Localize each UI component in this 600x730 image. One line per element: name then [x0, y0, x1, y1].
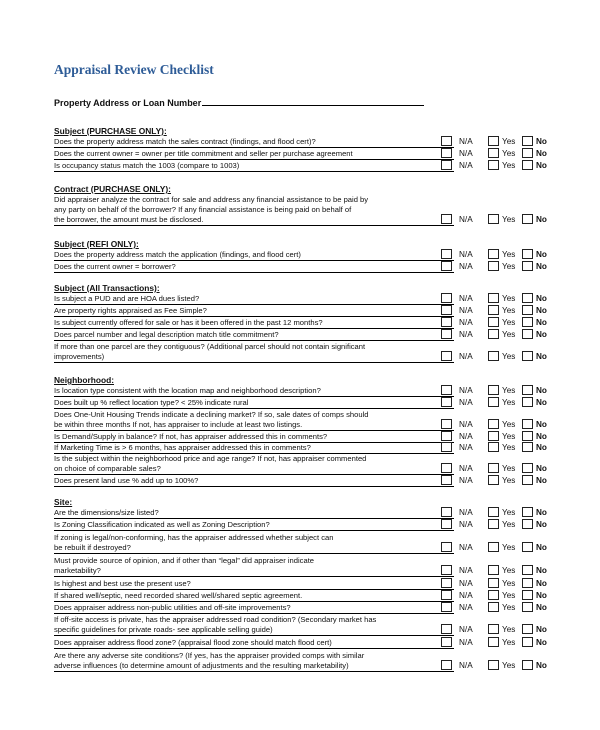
na-label: N/A [459, 215, 473, 224]
na-checkbox[interactable] [441, 463, 452, 473]
na-label: N/A [459, 508, 473, 517]
na-checkbox[interactable] [441, 519, 452, 529]
question-text: be rebuilt if destroyed? [54, 543, 454, 554]
na-label: N/A [459, 661, 473, 670]
na-label: N/A [459, 137, 473, 146]
na-checkbox[interactable] [441, 624, 452, 634]
no-checkbox[interactable] [522, 542, 533, 552]
property-address-label: Property Address or Loan Number [54, 98, 202, 108]
na-label: N/A [459, 386, 473, 395]
no-label: No [536, 661, 547, 670]
na-checkbox[interactable] [441, 475, 452, 485]
yes-label: Yes [502, 250, 516, 259]
question-text: Does the current owner = borrower? [54, 262, 454, 273]
na-label: N/A [459, 638, 473, 647]
yes-checkbox[interactable] [488, 305, 499, 315]
question-text: Is subject a PUD and are HOA dues listed? [54, 294, 454, 305]
na-label: N/A [459, 432, 473, 441]
yes-label: Yes [502, 476, 516, 485]
no-checkbox[interactable] [522, 160, 533, 170]
na-checkbox[interactable] [441, 507, 452, 517]
section-title: Contract (PURCHASE ONLY): [54, 184, 171, 194]
na-label: N/A [459, 625, 473, 634]
na-checkbox[interactable] [441, 660, 452, 670]
question-text: Is highest and best use the present use? [54, 579, 454, 590]
no-checkbox[interactable] [522, 261, 533, 271]
yes-checkbox[interactable] [488, 160, 499, 170]
yes-label: Yes [502, 432, 516, 441]
na-checkbox[interactable] [441, 317, 452, 327]
yes-checkbox[interactable] [488, 385, 499, 395]
question-text: If shared well/septic, need recorded shared well/shared septic agreement. [54, 591, 454, 602]
no-checkbox[interactable] [522, 660, 533, 670]
no-label: No [536, 579, 547, 588]
na-label: N/A [459, 330, 473, 339]
no-checkbox[interactable] [522, 590, 533, 600]
no-checkbox[interactable] [522, 317, 533, 327]
yes-label: Yes [502, 420, 516, 429]
answer-options [441, 624, 556, 636]
no-checkbox[interactable] [522, 463, 533, 473]
no-label: No [536, 476, 547, 485]
no-checkbox[interactable] [522, 578, 533, 588]
yes-label: Yes [502, 330, 516, 339]
answer-options [441, 397, 556, 409]
question [54, 161, 454, 172]
answer-options [441, 475, 556, 487]
yes-checkbox[interactable] [488, 660, 499, 670]
na-label: N/A [459, 250, 473, 259]
question-text: the borrower, the amount must be disclosed. [54, 215, 454, 226]
answer-options [441, 637, 556, 649]
question-text: Is location type consistent with the location map and neighborhood description? [54, 386, 454, 397]
na-label: N/A [459, 464, 473, 473]
no-checkbox[interactable] [522, 419, 533, 429]
na-checkbox[interactable] [441, 329, 452, 339]
na-checkbox[interactable] [441, 305, 452, 315]
question [54, 294, 454, 305]
question [54, 306, 454, 317]
question-text: Does parcel number and legal description match title commitment? [54, 330, 454, 341]
yes-checkbox[interactable] [488, 148, 499, 158]
question [54, 342, 454, 363]
no-label: No [536, 161, 547, 170]
na-checkbox[interactable] [441, 293, 452, 303]
na-label: N/A [459, 294, 473, 303]
section-title: Subject (All Transactions): [54, 283, 160, 293]
answer-options [441, 293, 556, 305]
yes-label: Yes [502, 294, 516, 303]
question [54, 638, 454, 649]
answer-options [441, 442, 556, 454]
question-text: Is the subject within the neighborhood price and age range? If not, has appraiser commented [54, 454, 367, 463]
yes-checkbox[interactable] [488, 542, 499, 552]
no-label: No [536, 420, 547, 429]
na-label: N/A [459, 149, 473, 158]
yes-label: Yes [502, 386, 516, 395]
question-text: on choice of comparable sales? [54, 464, 454, 475]
na-label: N/A [459, 161, 473, 170]
question-text: Does One-Unit Housing Trends indicate a declining market? If so, sale dates of comps should [54, 410, 369, 419]
question [54, 443, 454, 454]
no-checkbox[interactable] [522, 475, 533, 485]
no-checkbox[interactable] [522, 519, 533, 529]
yes-checkbox[interactable] [488, 351, 499, 361]
yes-label: Yes [502, 603, 516, 612]
no-label: No [536, 250, 547, 259]
question-text: If more than one parcel are they contiguous? (Additional parcel should not contain significant [54, 342, 366, 351]
no-checkbox[interactable] [522, 351, 533, 361]
no-checkbox[interactable] [522, 385, 533, 395]
na-label: N/A [459, 420, 473, 429]
no-label: No [536, 591, 547, 600]
question [54, 410, 454, 431]
yes-label: Yes [502, 638, 516, 647]
answer-options [441, 317, 556, 329]
na-checkbox[interactable] [441, 249, 452, 259]
question [54, 250, 454, 261]
question-text: Did appraiser analyze the contract for sale and address any financial assistance to be paid by [54, 195, 369, 204]
yes-checkbox[interactable] [488, 519, 499, 529]
question [54, 432, 454, 443]
no-checkbox[interactable] [522, 602, 533, 612]
answer-options [441, 351, 556, 363]
no-label: No [536, 603, 547, 612]
no-label: No [536, 215, 547, 224]
no-label: No [536, 543, 547, 552]
no-checkbox[interactable] [522, 507, 533, 517]
question-text: marketability? [54, 566, 454, 577]
yes-label: Yes [502, 161, 516, 170]
na-label: N/A [459, 520, 473, 529]
question-text: Does the current owner = owner per title commitment and seller per purchase agreement [54, 149, 454, 160]
no-label: No [536, 566, 547, 575]
na-checkbox[interactable] [441, 160, 452, 170]
no-label: No [536, 464, 547, 473]
no-label: No [536, 294, 547, 303]
yes-checkbox[interactable] [488, 637, 499, 647]
yes-label: Yes [502, 591, 516, 600]
answer-options [441, 578, 556, 590]
na-label: N/A [459, 566, 473, 575]
question [54, 330, 454, 341]
question-text: be within three months If not, has appraiser to include at least two listings. [54, 420, 454, 431]
yes-checkbox[interactable] [488, 590, 499, 600]
yes-checkbox[interactable] [488, 397, 499, 407]
question-text: improvements) [54, 352, 454, 363]
no-label: No [536, 262, 547, 271]
question-text: Is Demand/Supply in balance? If not, has appraiser addressed this in comments? [54, 432, 454, 443]
no-checkbox[interactable] [522, 148, 533, 158]
yes-checkbox[interactable] [488, 329, 499, 339]
answer-options [441, 214, 556, 226]
answer-options [441, 261, 556, 273]
question [54, 386, 454, 397]
no-label: No [536, 318, 547, 327]
no-label: No [536, 398, 547, 407]
yes-label: Yes [502, 306, 516, 315]
na-checkbox[interactable] [441, 542, 452, 552]
no-label: No [536, 330, 547, 339]
question [54, 398, 454, 409]
no-checkbox[interactable] [522, 136, 533, 146]
yes-label: Yes [502, 508, 516, 517]
yes-checkbox[interactable] [488, 293, 499, 303]
question-text: Does appraiser address flood zone? (appraisal flood zone should match flood cert) [54, 638, 454, 649]
question [54, 533, 454, 554]
question-text: If zoning is legal/non-conforming, has the appraiser addressed whether subject can [54, 533, 334, 542]
yes-checkbox[interactable] [488, 249, 499, 259]
no-label: No [536, 520, 547, 529]
na-checkbox[interactable] [441, 578, 452, 588]
na-label: N/A [459, 306, 473, 315]
yes-label: Yes [502, 352, 516, 361]
no-checkbox[interactable] [522, 329, 533, 339]
question-text: Are there any adverse site conditions? (If yes, has the appraiser provided comps with similar [54, 651, 365, 660]
no-checkbox[interactable] [522, 624, 533, 634]
no-label: No [536, 432, 547, 441]
yes-label: Yes [502, 520, 516, 529]
question-text: If Marketing Time is > 6 months, has appraiser addressed this in comments? [54, 443, 454, 454]
question [54, 195, 454, 226]
answer-options [441, 463, 556, 475]
yes-checkbox[interactable] [488, 602, 499, 612]
question-text: Does appraiser address non-public utilities and off-site improvements? [54, 603, 454, 614]
na-label: N/A [459, 398, 473, 407]
no-checkbox[interactable] [522, 249, 533, 259]
yes-label: Yes [502, 661, 516, 670]
no-label: No [536, 443, 547, 452]
question-text: Does present land use % add up to 100%? [54, 476, 454, 487]
na-checkbox[interactable] [441, 442, 452, 452]
yes-label: Yes [502, 579, 516, 588]
question [54, 579, 454, 590]
answer-options [441, 305, 556, 317]
property-address-field [54, 97, 424, 108]
question-text: specific guidelines for private roads- see applicable selling guide) [54, 625, 454, 636]
no-label: No [536, 352, 547, 361]
question [54, 520, 454, 531]
no-label: No [536, 625, 547, 634]
no-checkbox[interactable] [522, 397, 533, 407]
question-text: Must provide source of opinion, and if other than “legal” did appraiser indicate [54, 556, 315, 565]
no-checkbox[interactable] [522, 305, 533, 315]
na-label: N/A [459, 443, 473, 452]
yes-checkbox[interactable] [488, 578, 499, 588]
question-text: If off-site access is private, has the appraiser addressed road condition? (Secondary market has [54, 615, 377, 624]
yes-label: Yes [502, 215, 516, 224]
question-text: Is subject currently offered for sale or has it been offered in the past 12 months? [54, 318, 454, 329]
na-checkbox[interactable] [441, 397, 452, 407]
question [54, 651, 454, 672]
section-title: Neighborhood: [54, 375, 115, 385]
section-title: Subject (REFI ONLY): [54, 239, 139, 249]
yes-label: Yes [502, 398, 516, 407]
question-text: Does the property address match the sales contract (findings, and flood cert)? [54, 137, 454, 148]
yes-checkbox[interactable] [488, 463, 499, 473]
no-checkbox[interactable] [522, 565, 533, 575]
yes-checkbox[interactable] [488, 214, 499, 224]
question [54, 615, 454, 636]
na-label: N/A [459, 579, 473, 588]
no-checkbox[interactable] [522, 431, 533, 441]
yes-checkbox[interactable] [488, 431, 499, 441]
no-checkbox[interactable] [522, 442, 533, 452]
question [54, 262, 454, 273]
yes-checkbox[interactable] [488, 261, 499, 271]
na-label: N/A [459, 591, 473, 600]
answer-options [441, 507, 556, 519]
yes-checkbox[interactable] [488, 442, 499, 452]
yes-label: Yes [502, 625, 516, 634]
yes-label: Yes [502, 137, 516, 146]
answer-options [441, 136, 556, 148]
na-checkbox[interactable] [441, 637, 452, 647]
question-text: Is occupancy status match the 1003 (compare to 1003) [54, 161, 454, 172]
na-checkbox[interactable] [441, 351, 452, 361]
answer-options [441, 542, 556, 554]
question-text: adverse influences (to determine amount of adjustments and the resulting marketability) [54, 661, 454, 672]
yes-checkbox[interactable] [488, 507, 499, 517]
na-label: N/A [459, 476, 473, 485]
answer-options [441, 602, 556, 614]
yes-label: Yes [502, 566, 516, 575]
na-checkbox[interactable] [441, 136, 452, 146]
question [54, 476, 454, 487]
no-label: No [536, 306, 547, 315]
na-checkbox[interactable] [441, 590, 452, 600]
na-checkbox[interactable] [441, 214, 452, 224]
answer-options [441, 160, 556, 172]
no-checkbox[interactable] [522, 637, 533, 647]
no-label: No [536, 508, 547, 517]
no-label: No [536, 638, 547, 647]
yes-label: Yes [502, 262, 516, 271]
na-label: N/A [459, 543, 473, 552]
na-checkbox[interactable] [441, 385, 452, 395]
answer-options [441, 519, 556, 531]
question [54, 591, 454, 602]
question-text: Does the property address match the application (findings, and flood cert) [54, 250, 454, 261]
yes-checkbox[interactable] [488, 317, 499, 327]
yes-checkbox[interactable] [488, 419, 499, 429]
question-text: Are the dimensions/size listed? [54, 508, 454, 519]
question [54, 318, 454, 329]
na-label: N/A [459, 352, 473, 361]
yes-label: Yes [502, 443, 516, 452]
na-checkbox[interactable] [441, 419, 452, 429]
na-checkbox[interactable] [441, 148, 452, 158]
yes-checkbox[interactable] [488, 624, 499, 634]
question [54, 508, 454, 519]
question [54, 603, 454, 614]
section-title: Site: [54, 497, 73, 507]
na-label: N/A [459, 262, 473, 271]
question-text: any party on behalf of the borrower? If any financial assistance is being paid on behalf of [54, 205, 352, 214]
no-label: No [536, 386, 547, 395]
yes-checkbox[interactable] [488, 136, 499, 146]
na-checkbox[interactable] [441, 261, 452, 271]
answer-options [441, 660, 556, 672]
yes-label: Yes [502, 543, 516, 552]
answer-options [441, 385, 556, 397]
question [54, 454, 454, 475]
answer-options [441, 329, 556, 341]
answer-options [441, 249, 556, 261]
answer-options [441, 419, 556, 431]
yes-checkbox[interactable] [488, 475, 499, 485]
na-label: N/A [459, 318, 473, 327]
question-text: Is Zoning Classification indicated as well as Zoning Description? [54, 520, 454, 531]
question [54, 149, 454, 160]
na-checkbox[interactable] [441, 565, 452, 575]
yes-checkbox[interactable] [488, 565, 499, 575]
answer-options [441, 590, 556, 602]
section-title: Subject (PURCHASE ONLY): [54, 126, 167, 136]
yes-label: Yes [502, 464, 516, 473]
no-checkbox[interactable] [522, 293, 533, 303]
answer-options [441, 565, 556, 577]
na-label: N/A [459, 603, 473, 612]
na-checkbox[interactable] [441, 431, 452, 441]
question [54, 556, 454, 577]
question-text: Are property rights appraised as Fee Simple? [54, 306, 454, 317]
property-address-line[interactable] [202, 97, 424, 106]
question-text: Does built up % reflect location type? < 25% indicate rural [54, 398, 454, 409]
no-label: No [536, 137, 547, 146]
page-title: Appraisal Review Checklist [54, 62, 214, 77]
yes-label: Yes [502, 318, 516, 327]
no-checkbox[interactable] [522, 214, 533, 224]
answer-options [441, 148, 556, 160]
no-label: No [536, 149, 547, 158]
na-checkbox[interactable] [441, 602, 452, 612]
question [54, 137, 454, 148]
yes-label: Yes [502, 149, 516, 158]
